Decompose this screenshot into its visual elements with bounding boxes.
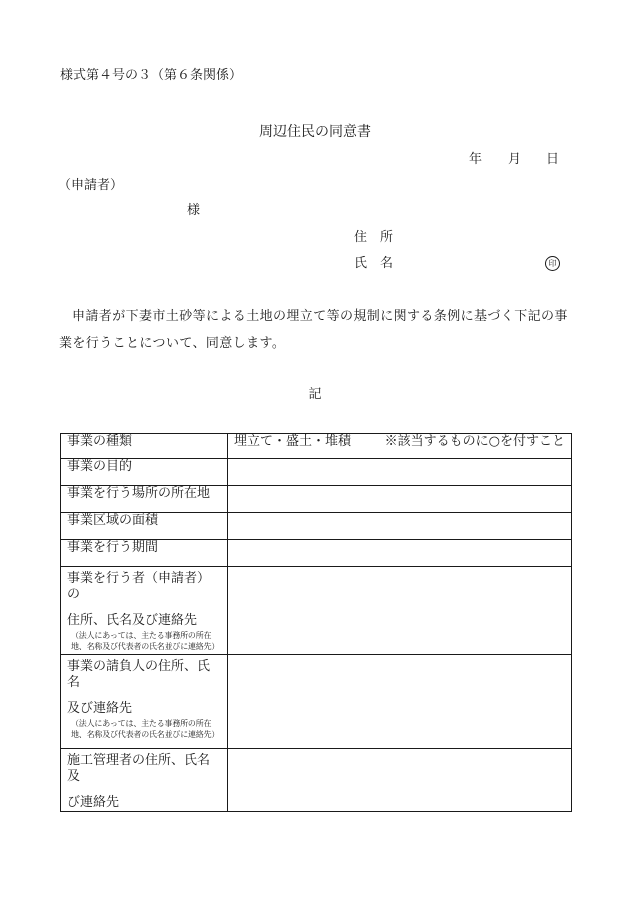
table-row-supervisor — [61, 749, 572, 812]
applicant-label-line1: 事業を行う者（申請者）の — [67, 571, 211, 602]
row-label-type: 事業の種類 — [61, 434, 228, 459]
type-options: 埋立て・盛土・堆積 — [234, 434, 352, 449]
date-year: 年 — [469, 152, 483, 167]
row-value-contractor[interactable] — [228, 655, 572, 749]
table-row-location — [61, 486, 572, 513]
row-label-contractor — [61, 655, 228, 749]
supervisor-label-line2: び連絡先 — [67, 795, 120, 810]
contractor-label-line2: 及び連絡先 — [67, 701, 133, 716]
applicant-label-line2: 住所、氏名及び連絡先 — [67, 613, 198, 628]
row-value-type — [228, 434, 572, 459]
seal-mark — [545, 256, 560, 271]
address-label: 住 所 — [354, 230, 394, 245]
date-month: 月 — [508, 152, 522, 167]
date-day: 日 — [546, 152, 560, 167]
table-row-period — [61, 540, 572, 567]
row-value-purpose[interactable] — [228, 459, 572, 486]
row-label-period: 事業を行う期間 — [61, 540, 228, 567]
ki-heading: 記 — [308, 387, 322, 402]
contractor-note: （法人にあっては、主たる事務所の所在地、名称及び代表者の氏名並びに連絡先） — [71, 719, 220, 739]
row-label-area: 事業区域の面積 — [61, 513, 228, 540]
table-row-applicant — [61, 567, 572, 655]
honorific: 様 — [187, 203, 201, 218]
applicant-label: （申請者） — [58, 178, 124, 193]
row-label-supervisor — [61, 749, 228, 812]
form-number: 様式第４号の３（第６条関係） — [60, 68, 243, 83]
supervisor-label-line1: 施工管理者の住所、氏名及 — [67, 753, 211, 784]
row-value-supervisor[interactable] — [228, 749, 572, 812]
row-value-period[interactable] — [228, 540, 572, 567]
row-label-location: 事業を行う場所の所在地 — [61, 486, 228, 513]
name-label: 氏 名 — [354, 256, 394, 271]
type-instruction: ※該当するものに○を付すこと — [384, 434, 565, 449]
row-value-area[interactable] — [228, 513, 572, 540]
row-label-purpose: 事業の目的 — [61, 459, 228, 486]
consent-body-text: 申請者が下妻市土砂等による土地の埋立て等の規制に関する条例に基づく下記の事業を行うことについて、同意します。 — [59, 309, 568, 351]
applicant-note: （法人にあっては、主たる事務所の所在地、名称及び代表者の氏名並びに連絡先） — [71, 631, 220, 651]
row-label-applicant — [61, 567, 228, 655]
table-row-type — [61, 434, 572, 459]
table-row-contractor — [61, 655, 572, 749]
row-value-location[interactable] — [228, 486, 572, 513]
contractor-label-line1: 事業の請負人の住所、氏名 — [67, 659, 211, 690]
table-row-purpose — [61, 459, 572, 486]
table-row-area — [61, 513, 572, 540]
row-value-applicant[interactable] — [228, 567, 572, 655]
seal-mark-text: 印 — [548, 259, 557, 268]
document-title: 周辺住民の同意書 — [259, 124, 371, 140]
project-details-table — [60, 433, 572, 812]
